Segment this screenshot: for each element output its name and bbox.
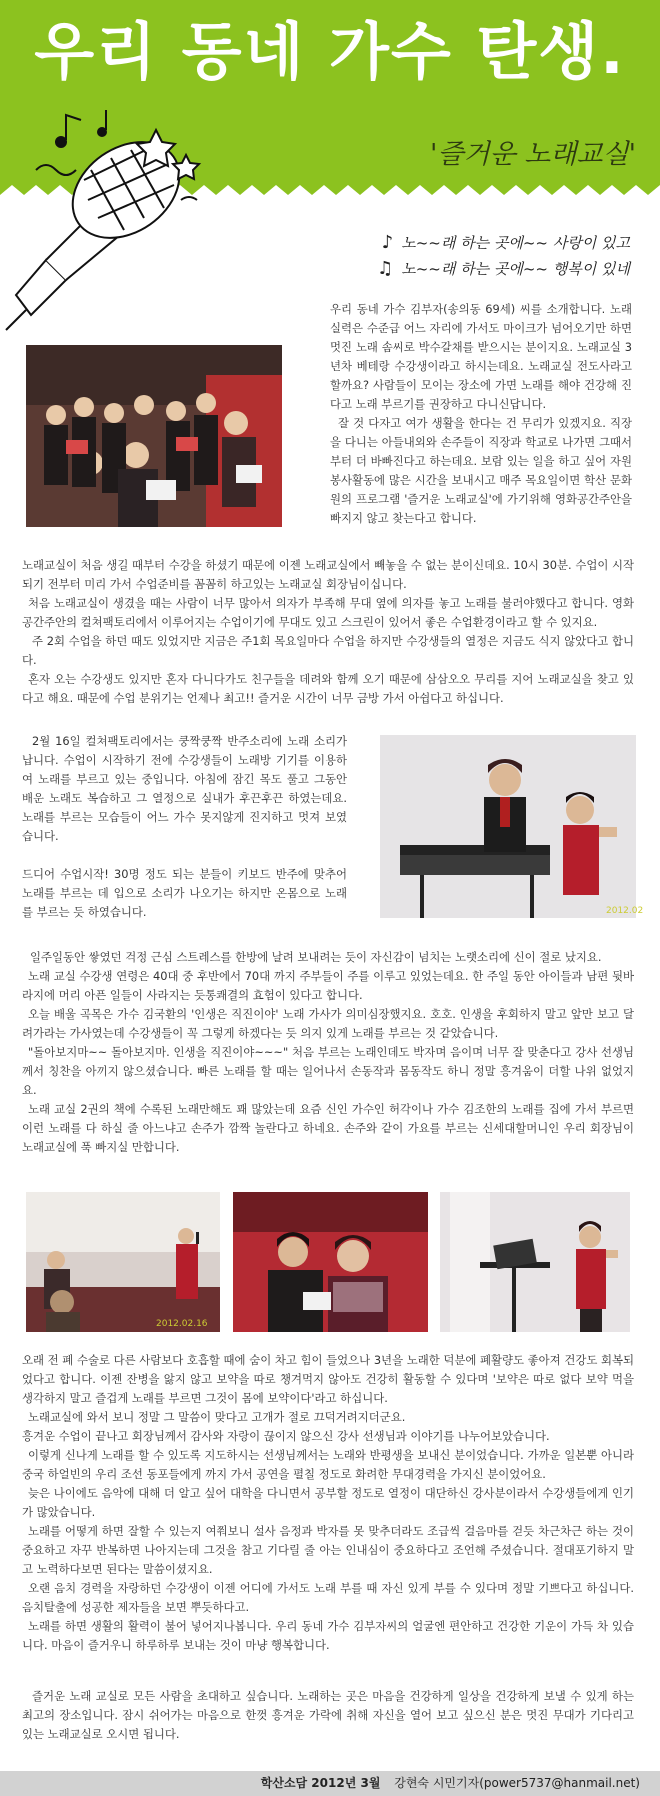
paragraph: 노래 교실 2권의 책에 수록된 노래만해도 꽤 많았는데 요즘 신인 가수인 허각이나 가수 김조한의 노래를 집에 가서 부르면 이런 노래를 다 하실 줄 아느냐고 손주가 깜짝 놀란다고 하네요. 손주와 같이 가요를 부르는 신세대할머니인 우리 회장님이 노래교실에 푹 빠지실 만합니다. — [22, 1102, 634, 1154]
article-section-1 — [330, 300, 632, 528]
paragraph: 노래교실이 처음 생길 때부터 수강을 하셨기 때문에 이젠 노래교실에서 빼놓을 수 없는 분이신데요. 10시 30분. 수업이 시작되기 전부터 미리 가서 수업준비를 꼼꼼히 하고있는 노래교실 회장님이십니다. — [22, 558, 634, 591]
paragraph: 잘 것 다자고 여가 생활을 한다는 건 무리가 있겠지요. 직장을 다니는 아들내외와 손주들이 직장과 학교로 나가면 그때서부터 더 바빠진다고 하는데요. 보람 있는 일을 하고 싶어 자원봉사활동에 많은 시간을 보내시고 매주 목요일이면 학산 문화원의 프로그램 '즐거운 노래교실'에 가기위해 영화공간주안을 빠지지 않고 찾는다고 합니다. — [330, 416, 632, 525]
paragraph: 드디어 수업시작! 30명 정도 되는 분들이 키보드 반주에 맞추어 노래를 부르는 데 입으로 소리가 나오기는 하지만 온몸으로 노래를 부르는 듯 하였습니다. — [22, 867, 347, 919]
music-note-icon: ♪ — [381, 232, 394, 253]
photo-date-stamp: 2012.02 — [606, 906, 644, 916]
article-section-2 — [22, 556, 634, 708]
paragraph: 우리 동네 가수 김부자(송의동 69세) 씨를 소개합니다. 노래 실력은 수준급 어느 자리에 가서도 마이크가 넘어오기만 하면 멋진 노래 솜씨로 박수갈채를 받으시는 분이지요. 노래교실 3년차 베테랑 수강생이라고 하시는데요. 노래교실 전도사라고 할까요? 사람들이 모이는 장소에 가면 노래를 해야 건강해 진다고 노래 부르기를 권장하고 다니신답니다. — [330, 302, 632, 411]
paragraph: 노래 교실 수강생 연령은 40대 중 후반에서 70대 까지 주부들이 주를 이루고 있었는데요. 한 주일 동안 아이들과 남편 뒷바라지에 머리 아픈 일들이 사라지는 듯통쾌결의 효험이 있다고 합니다. — [22, 969, 634, 1002]
paragraph: 오랜 음치 경력을 자랑하던 수강생이 이젠 어디에 가서도 노래 부를 때 자신 있게 부를 수 있다며 정말 기쁘다고 하십니다. 음치탈출에 성공한 제자들을 보면 뿌듯하다고. — [22, 1581, 634, 1614]
paragraph: 노래를 어떻게 하면 잘할 수 있는지 여쭤보니 설사 음정과 박자를 못 맞추더라도 조급씩 걸음마를 걷듯 차근차근 하는 것이 중요하고 자꾸 반복하면 나아지는데 그것을 참고 기다릴 줄 아는 인내심이 중요하다고 조언해 주셨습니다. 절대포기하지 말고 노력하다보면 된다는 말씀이셨지요. — [22, 1524, 634, 1576]
tagline-1: ♪ 노~~래 하는 곳에~~ 사랑이 있고 — [381, 232, 630, 253]
footer-bar — [0, 1771, 660, 1796]
photo-two-ladies — [233, 1192, 428, 1332]
paragraph: 오늘 배울 곡목은 가수 김국환의 '인생은 직진이야' 노래 가사가 의미심장했지요. 호호. 인생을 후회하지 말고 앞만 보고 달려가라는 가사였는데 수강생들이 꼭 그렇게 하겠다는 듯 의지 있게 노래를 부르는 것 같았습니다. — [22, 1007, 634, 1040]
paragraph: 노래를 하면 생활의 활력이 불어 넣어지나봅니다. 우리 동네 가수 김부자씨의 얼굴엔 편안하고 건강한 기운이 가득 차 있습니다. 마음이 즐거우니 하루하루 보내는 것이 마냥 행복합니다. — [22, 1619, 634, 1652]
paragraph: 주 2회 수업을 하던 때도 있었지만 지금은 주1회 목요일마다 수업을 하지만 수강생들의 열정은 지금도 식지 않았다고 합니다. — [22, 634, 634, 667]
article-section-5 — [22, 1351, 634, 1655]
paragraph: 노래교실에 와서 보니 정말 그 말씀이 맞다고 고개가 절로 끄덕거려지더군요. — [28, 1410, 406, 1424]
photo-keyboard-performer — [440, 1192, 630, 1332]
music-notes-icon: ♫ — [377, 258, 394, 279]
photo-teacher-keyboard — [380, 735, 644, 918]
article-section-4 — [22, 948, 634, 1157]
footer-publication: 학산소담 2012년 3월 — [260, 1776, 381, 1790]
paragraph: 즐거운 노래 교실로 모든 사람을 초대하고 싶습니다. 노래하는 곳은 마음을 건강하게 일상을 건강하게 보낼 수 있게 하는 최고의 장소입니다. 잠시 쉬어가는 마음으로 한껏 흥겨운 가락에 취해 자신을 열어 보고 싶으신 분은 멋진 무대가 기다리고 있는 노래교실로 오시면 됩니다. — [22, 1689, 634, 1741]
article-section-3 — [22, 732, 347, 922]
paragraph: 늦은 나이에도 음악에 대해 더 알고 싶어 대학을 다니면서 공부할 정도로 열정이 대단하신 강사분이라서 수강생들에게 인기가 많았습니다. — [22, 1486, 634, 1519]
tagline-2: ♫ 노~~래 하는 곳에~~ 행복이 있네 — [377, 258, 630, 279]
paragraph: 흥겨운 수업이 끝나고 회장님께서 감사와 자랑이 끊이지 않으신 강사 선생님과 이야기를 나누어보았습니다. — [22, 1429, 550, 1443]
paragraph: 2월 16일 컬쳐팩토리에서는 쿵짝쿵짝 반주소리에 노래 소리가 납니다. 수업이 시작하기 전에 수강생들이 노래방 기기를 이용하여 노래를 부르고 있는 중입니다. 아침에 잠긴 목도 풀고 그동안 배운 노래도 복습하고 그 열정으로 실내가 후끈후끈 하였는데요. 노래를 부르는 모습들이 어느 가수 못지않게 진지하고 멋져 보였습니다. — [22, 734, 347, 843]
paragraph: 일주일동안 쌓였던 걱정 근심 스트레스를 한방에 날려 보내려는 듯이 자신감이 넘치는 노랫소리에 신이 절로 났지요. — [30, 950, 602, 964]
article-section-6 — [22, 1687, 634, 1744]
paragraph: 이렇게 신나게 노래를 할 수 있도록 지도하시는 선생님께서는 노래와 반평생을 보내신 분이었습니다. 가까운 일본뿐 아니라 중국 하얼빈의 우리 조선 동포들에게 까지 가서 공연을 펼칠 정도로 화려한 무대경력을 가지신 분이었어요. — [22, 1448, 634, 1481]
photo-date-stamp: 2012.02.16 — [156, 1319, 208, 1329]
subtitle: '즐거운 노래교실' — [429, 139, 636, 170]
paragraph: "돌아보지마~~ 돌아보지마. 인생을 직진이야~~~" 처음 부르는 노래인데도 박자며 음이며 너무 잘 맞춘다고 강사 선생님께서 칭찬을 아끼지 않으셨습니다. 빠른 노래를 할 때는 일어나서 손동작과 몸동작도 하니 정말 흥겨움이 더할 나위 없었지요. — [22, 1045, 634, 1097]
paragraph: 혼자 오는 수강생도 있지만 혼자 다니다가도 친구들을 데려와 함께 오기 때문에 삼삼오오 무리를 지어 노래교실을 찾고 있다고 해요. 때문에 수업 분위기는 언제나 최고!! 즐거운 시간이 너무 금방 가서 아쉽다고 하십니다. — [22, 672, 634, 705]
photo-stage-singer — [26, 1192, 220, 1332]
footer-author: 강현숙 시민기자(power5737@hanmail.net) — [394, 1776, 640, 1790]
microphone-illustration — [6, 110, 216, 330]
photo-class-singing — [26, 345, 282, 527]
paragraph: 처음 노래교실이 생겼을 때는 사람이 너무 많아서 의자가 부족해 무대 옆에 의자를 놓고 노래를 불러야했다고 합니다. 영화공간주안의 컬쳐팩토리에서 이루어지는 수업이기에 무대도 있고 스크린이 있어서 좋은 수업환경이라고 할 수 있지요. — [22, 596, 634, 629]
paragraph: 오래 전 폐 수술로 다른 사람보다 호흡할 때에 숨이 차고 힘이 들었으나 3년을 노래한 덕분에 폐활량도 좋아져 건강도 회복되었다고 합니다. 이젠 잔병을 앓지 않고 보약을 따로 챙겨먹지 않아도 건강히 활동할 수 있다며 '보약은 따로 없다 보약 먹을 생각하지 말고 즐겁게 노래를 부르면 그것이 몸에 보약이다'라고 하십니다. — [22, 1353, 634, 1405]
main-title: 우리 동네 가수 탄생. — [34, 15, 626, 88]
